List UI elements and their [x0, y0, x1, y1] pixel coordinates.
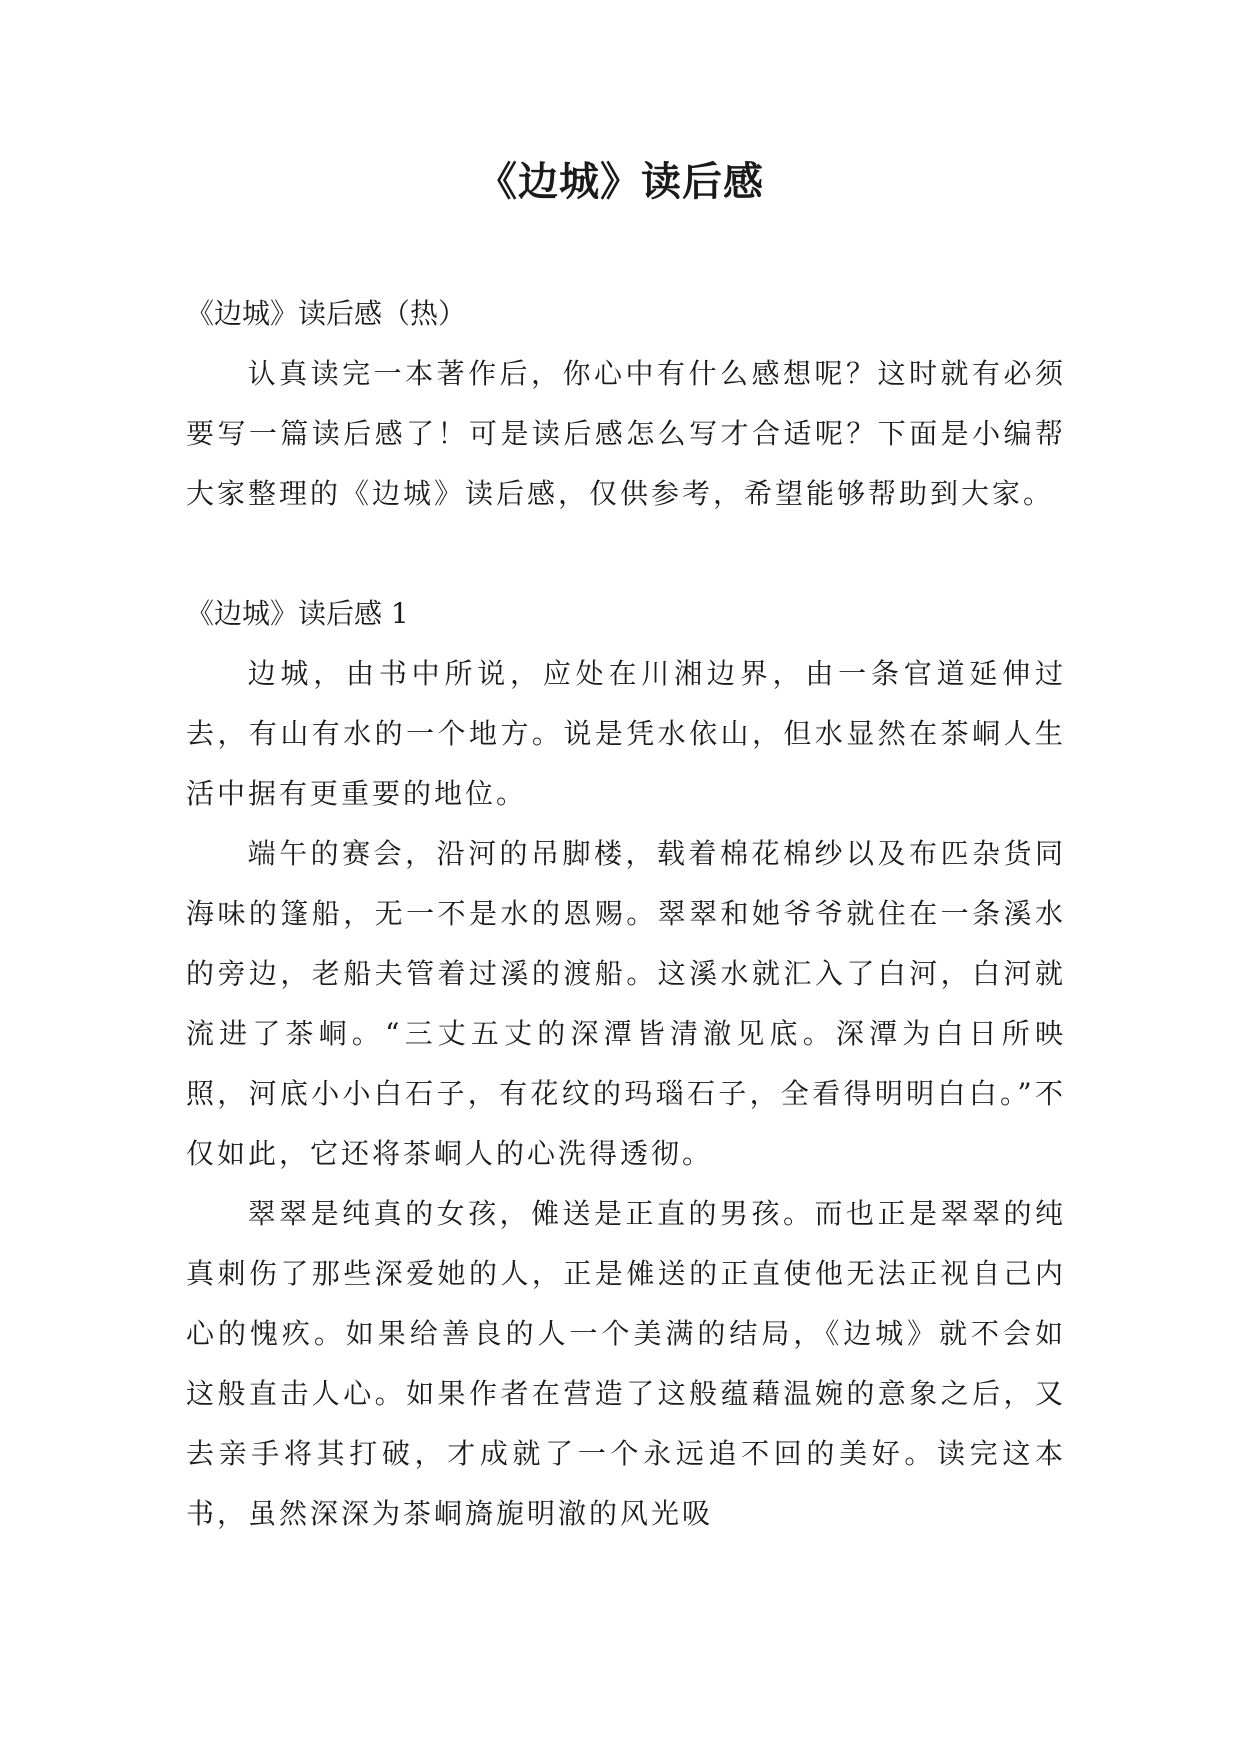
section-intro: [186, 284, 1066, 524]
paragraph: 端午的赛会，沿河的吊脚楼，载着棉花棉纱以及布匹杂货同海味的篷船，无一不是水的恩赐。翠翠和她爷爷就住在一条溪水的旁边，老船夫管着过溪的渡船。这溪水就汇入了白河，白河就流进了茶峒。“三丈五丈的深潭皆清澈见底。深潭为白日所映照，河底小小白石子，有花纹的玛瑙石子，全看得明明白白。”不仅如此，它还将茶峒人的心洗得透彻。: [186, 837, 1066, 1170]
section-heading: 《边城》读后感（热）: [186, 297, 467, 330]
document-title: 《边城》读后感: [477, 159, 764, 205]
section-spacer: [186, 524, 1066, 584]
document-body: [186, 284, 1066, 1544]
section-essay-1: [186, 584, 1066, 1544]
section-heading: 《边城》读后感 1: [186, 597, 409, 630]
paragraph: 翠翠是纯真的女孩，傩送是正直的男孩。而也正是翠翠的纯真刺伤了那些深爱她的人，正是傩送的正直使他无法正视自己内心的愧疚。如果给善良的人一个美满的结局，《边城》就不会如这般直击人心。如果作者在营造了这般蕴藉温婉的意象之后，又去亲手将其打破，才成就了一个永远追不回的美好。读完这本书，虽然深深为茶峒旖旎明澈的风光吸: [186, 1197, 1066, 1530]
paragraph: 认真读完一本著作后，你心中有什么感想呢？这时就有必须要写一篇读后感了！可是读后感怎么写才合适呢？下面是小编帮大家整理的《边城》读后感，仅供参考，希望能够帮助到大家。: [186, 357, 1066, 510]
paragraph: 边城，由书中所说，应处在川湘边界，由一条官道延伸过去，有山有水的一个地方。说是凭水依山，但水显然在茶峒人生活中据有更重要的地位。: [186, 657, 1066, 810]
